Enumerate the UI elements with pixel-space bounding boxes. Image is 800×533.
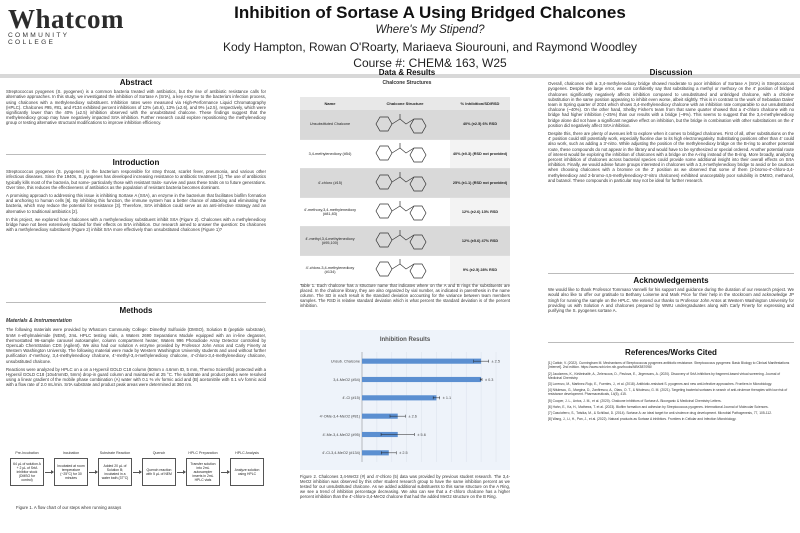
chalcone-table: [300, 97, 510, 285]
poster-title: Inhibition of Sortase A Using Bridged Chalcones: [234, 3, 626, 22]
flow-step-label: HPLC Preparation: [188, 451, 218, 455]
reference-item: [6] Hahn, E., Ka, H., Mathews, T. et al. (2023). Biofilm formation and adhesion by Streptococcus pyogenes. International Journal of Molecular Sciences.: [548, 404, 769, 409]
references-heading: References/Works Cited: [625, 348, 717, 357]
flow-step-box: Transfer solution into 2mL autosampler inserts in 2mL HPLC vials: [186, 458, 220, 486]
reference-item: [8] Wang, J., Li, H., Pan, J., et al. (2022). Natural products as Sortase A inhibitors. Frontiers in Cellular and Infection Microbiology.: [548, 417, 737, 422]
chart-category-label: 4'-OMe-3,4-MeO2 (#81): [319, 414, 360, 419]
section-divider: [548, 273, 794, 274]
table-header-inhibition: % Inhibition/SD/RSD: [450, 97, 510, 110]
poster-course: Course #: CHEM& 163, W25: [353, 56, 507, 70]
table-row: [300, 139, 510, 168]
acknowledgements-text: We would like to thank Professor Tommaso Vannelli for his support and guidance during the duration of our research project. We would also like to offer our gratitude to Bethany Loiseme and Mark Price for their help in the stockroom and acknowledge JP Singh for running the sample on the HPLC. We extend our thanks to Professor John Antos at Western Washington University for providing us with Solution A and chalcones prepared by WWU undergraduates along with Carly Finerty for expressing and purifying the S. pyogenes sortase A.: [548, 287, 794, 314]
flow-step-box: Quench reaction with 5 µL of NEM: [142, 458, 176, 486]
chart-bar: [362, 359, 481, 364]
references-section: [548, 350, 794, 423]
flow-arrow: [45, 472, 53, 473]
row-name: 4'-methyl,3,4-methylenedioxy (#95,100): [300, 226, 360, 255]
table-row: [300, 110, 510, 139]
chart-error-label: ± 0.3: [485, 377, 494, 382]
row-name: 3,4-methylenedioxy (#54): [300, 139, 360, 168]
flow-arrow: [221, 472, 229, 473]
flow-step-label: HPLC Analysis: [235, 451, 259, 455]
logo-wordmark: Whatcom: [8, 4, 124, 34]
chart-error-label: ± 1.1: [442, 396, 452, 401]
row-inhibition: 40% (±0.3) (RSD not provided): [450, 139, 510, 168]
chart-error-label: ± 2.5: [491, 359, 500, 364]
table-header-structure: Chalcone Structure: [360, 97, 450, 110]
reference-item: [3] Lorenzo, M., Martinez-Rojo, E., Fuentes, J., et al. (2018). Antibiotic-resistant S. pyogenes and new anti-infective approaches. Frontiers in Microbiology.: [548, 382, 773, 387]
introduction-section: [6, 160, 266, 235]
flow-arrow: [89, 472, 97, 473]
methods-p2: Reactions were analyzed by HPLC on a on a Hypersil GOLD C18 column (50mm x 4.6mm ID, 5 mm, Thermo Scientific) protected with a Hypersil GOLD C18 (10x4mmID, 5mm) drop-in guard column and maintained at 25 °C. The substrate and product peaks were resolved using a linear gradient of the mobile phase combination (A) water with 0.1 % v/v formic acid and (B) acetonitrile with 0.1 v/v formic acid with a flow rate of 2.0 mL/min. SrtA substrate and product peak areas were determined at 360 nm.: [6, 366, 266, 388]
discussion-p1: Overall, chalcones with a 3,4-methylenedioxy bridge showed moderate to poor inhibition of Sortase A (SrtA) in Streptococcus pyogenes. Despite the large error, we can confidently say that substituting a methyl or methoxy on the 4' position of bridged chalcones significantly negatively affects inhibition compared to unsubstituted and unbridged chalcone, with a chlorine substitution in the same position appearing to inhibit even worse, albeit slightly. This is in contrast to the work of Sebastian Dales' team in Spring quarter of 2024 which shows 3,4-methylenedioxy chalcone with an inhibition rate comparable to our unsubstituted chalcone (~40%). On the other hand, Shelby Fisher's team from that same quarter showed that a 4'-chloro chalcone with no bridge had higher inhibition (~25%) than our results with a bridge (~9%). This seems to suggest that the 3,4-methylenedioxy bridge alone did not have a significant negative effect on inhibition, but the bridge in combination with other substitutions on the 4' position did negatively affect SrtA inhibition.: [548, 81, 794, 128]
abstract-text: Streptococcus pyogenes (S. pyogenes) is a common bacteria treated with antibiotics, but the rise of antibiotic resistance calls for alternative approaches. In this study, we investigated the inhibition of Sortase A (SrtA), a key enzyme to the bacteria's infection process, using chalcones with a methylenedioxy substituent. Inhibition rates were measured via High-Performance Liquid Chromatography (HPLC). Chalcones #95, #81, and #134 exhibited percent inhibitions of 12% (±5.6), 13% (±2.6), and 9% (±2.5), respectively, which were significantly lower than the 40% (±2.5) inhibition observed with the unsubstituted chalcone. These findings suggest that the methylenedioxy group may have negatively impacted SrtA inhibition. Further research could explore repositioning the methylenedioxy group or testing alternative structural modifications to improve inhibition efficiency.: [6, 89, 266, 126]
reference-item: [1] Cattoir, V. (2022). Cunningham M. Mechanisms of Streptococcus pyogenes antibiotic resistance. Streptococcus pyogenes: Basic Biology to Clinical Manifestations [Internet]. 2nd edition. https://www.ncbi.nlm.nih.gov/books/NBK587098/: [548, 361, 790, 370]
assay-flowchart: [10, 458, 264, 486]
abstract-heading: Abstract: [119, 78, 153, 87]
flow-step-label: Incubation: [62, 451, 80, 455]
chalcone-structure-icon: [370, 229, 440, 251]
row-structure: [360, 197, 450, 226]
reference-item: [5] Cooper, J. L., Antos, J. M., et al. (2020). Chalcone inhibitors of Sortase A. Bioorganic & Medicinal Chemistry Letters.: [548, 398, 722, 403]
row-structure: [360, 168, 450, 197]
methods-heading: Methods: [119, 306, 153, 315]
acknowledgements-section: [548, 278, 794, 316]
figure2-caption: Figure 2. Chalcones 3,4-MeO2 (#) and 4'-chloro (5) data was provided by previous student research. The 3,4-MeO2 inhibition was observed by this other student research group to have the same inhibition percent as we tested for our unsubstituted chalcone. As we added additional substituents to this same structure on the A Ring, we see a trend of inhibition percentage decreasing. We also can see that a 4'-chloro chalcone has a higher percent inhibition than the 4'-chloro-3,4-MeO2 chalcone that had the added MeO2 structure on the B Ring.: [300, 474, 510, 499]
reference-item: [7] Cascioferro, S., Totsika, M., & Schillaci, D. (2014). Sortase A: an ideal target for anti-virulence drug development. Microbial Pathogenesis, 77, 105-112.: [548, 411, 772, 416]
poster-authors: Kody Hampton, Rowan O'Roarty, Mariaeva Siourouni, and Raymond Woodley: [222, 40, 638, 54]
table1-caption: Table 1. Each chalcone has a structure name that indicates where on the A and B rings the substituents are placed. In the chalcone library, they are also organized by vial number, as indicated in parenthesis in the name column. The SD in each result is the standard deviation accounting for the variance between team members samples. The RSD is relative standard deviation which is what percent the standard deviation is of the percent inhibition.: [300, 283, 510, 308]
logo-subtitle: COMMUNITY COLLEGE: [8, 32, 70, 46]
row-structure: [360, 139, 450, 168]
flow-step-box: Added 20 µL of Solution B; incubated in a water bath (37°C): [98, 458, 132, 486]
section-divider: [6, 302, 266, 303]
inhibition-chart: [300, 330, 510, 470]
acknowledgements-heading: Acknowledgements: [633, 276, 709, 285]
discussion-section: [548, 70, 794, 186]
chart-category-label: 4'-Cl (#15): [342, 396, 360, 401]
row-structure: [360, 255, 450, 284]
flow-step-box: 64 µL of solution A + 2 µL of SrtA inhibitor stock (DMSO for control): [10, 458, 44, 486]
flow-arrow: [133, 472, 141, 473]
flow-step-label: Pre-Incubation: [15, 451, 39, 455]
results-section: [282, 70, 532, 86]
flow-step-box: Incubated at room temperature (~25°C) for 30 minutes: [54, 458, 88, 486]
chart-error-label: ± 2.5: [399, 451, 408, 456]
chart-bar: [362, 377, 481, 382]
reference-item: [4] Nitulescu, G., Margina, D., Zanfirescu, A., Olaru, O. T., & Nitulescu, G. M. (2021). Targeting bacterial sortases in search of anti-virulence therapies with low risk of resistance development. Pharmaceuticals, 14(5), 415.: [548, 388, 788, 397]
chart-category-label: Unsub. Chalcone: [330, 359, 360, 364]
chart-category-label: 3,4-MeO2 (#54): [333, 377, 360, 382]
flow-step-label: Quench: [152, 451, 166, 455]
introduction-p3: In this project, we explored how chalcones with a methylenedioxy substituent inhibit SrtA (Figure 2). Chalcones with a methylenedioxy bridge have not been extensively studied for their effects on SrtA inhibition. Our research aimed to answer the question: Do chalcones with a methylenedioxy substituent (Figure 2) inhibit SrtA more effectively than unsubstituted chalcones (Figure 1)?: [6, 216, 266, 233]
row-inhibition: 25% (±1.1) (RSD not provided): [450, 168, 510, 197]
table-header-name: Name: [300, 97, 360, 110]
chart-category-label: 4'-Cl-3,4-MeO2 (#134): [322, 451, 360, 456]
introduction-p1: Streptococcus pyogenes (S. pyogenes) is the bacterium responsible for strep throat, scarlet fever, pneumonia, and various other infectious diseases. Since the 1940s, S. pyogenes has developed increasing resistance to antibiotic treatment [1]. The use of antibiotics typically kills most of the bacteria, but some- particularly those with resistant traits- survive and pass these traits on to future generations. Over time, this reduces the effectiveness of antibiotics as the population of resistant bacteria becomes dominant.: [6, 169, 266, 190]
chalcone-structure-icon: [370, 258, 440, 280]
results-heading: Data & Results: [378, 68, 436, 77]
table-row: [300, 226, 510, 255]
references-list: [548, 361, 794, 421]
chart-title: Inhibition Results: [379, 337, 431, 343]
abstract-section: [6, 80, 266, 129]
poster-subtitle: Where's My Stipend?: [375, 24, 485, 36]
chart-bar: [362, 395, 436, 400]
methods-section: [6, 308, 266, 391]
chart-error-label: ± 2.6: [408, 414, 417, 419]
row-name: 4'-methoxy,3,4-methylenedioxy (#81,83): [300, 197, 360, 226]
chalcone-structure-icon: [370, 200, 440, 222]
table-row: [300, 255, 510, 284]
table-row: [300, 197, 510, 226]
row-structure: [360, 226, 450, 255]
introduction-p2: A promising approach to addressing this issue is inhibiting Sortase A (SrtA), an enzyme in the bacterium that facilitates biofilm formation and anchoring to human cells [6]. By inhibiting this function, the immune system has a better chance of attacking and eliminating the bacteria, which may reduce the potential for resistance [3]. Therefore, SrtA inhibition could serve as an anti-infective strategy and an alternative to traditional antibiotics [2].: [6, 193, 266, 214]
chart-error-label: ± 5.6: [417, 432, 426, 437]
chalcone-structure-icon: [370, 142, 440, 164]
row-structure: [360, 110, 450, 139]
introduction-heading: Introduction: [112, 158, 160, 167]
inhibition-chart-svg: [300, 330, 510, 470]
row-name: 4'-chloro-3,4-methylenedioxy (#134): [300, 255, 360, 284]
row-inhibition: 40% (±2.5) 6% RSD: [450, 110, 510, 139]
table-title: Chalcone Structures: [382, 80, 432, 87]
row-inhibition: 9% (±2.5) 28% RSD: [450, 255, 510, 284]
table-row: [300, 168, 510, 197]
discussion-p2: Despite this, there are plenty of avenues left to explore when it comes to bridged chalcones. First of all, other substitutions on the 4' position could still potentially work, especially fluorine due to its high electronegativity. Substituting positions other than 4' could also work, such as adding a 3'-nitro. While adjusting the position of the methylenedioxy bridge on the B-ring to another potential route, these compounds do not appear in the library and would have to be synthesized or special ordered. Another potential route of interest would be exploring the inhibition of chalcones with a bridge on the A-ring instead of the B-ring. More broadly, analyzing percent inhibition of chalcones across bacterial species could provide some additional insight into their overall effects on SrtA inhibition. Finally, we would advise future groups interested in chalcones with a 3,4-methylenedioxy bridge to avoid or be cautious when choosing chalcones with a bromine on the 2' position as we observed that some of them (2-bromo-4'-chloro-3,4-methylenedioxy and 2-bromo-4,5-methylenedioxy-3'-nitro chalcones) exhibited unacceptably poor solubility in DMSO, methanol, and butanol. These compounds in particular may not be ideal for further research.: [548, 131, 794, 183]
reference-item: [2] Jaudzems, K., Kiršteinaitė, A., Zelencova, D., Pavlova, E., Jirgensons, A. (2020). Discovery of SrtA inhibitors by fragment-based virtual screening. Journal of Medicinal Chemistry.: [548, 371, 780, 380]
flow-step-label: Substrate Reaction: [99, 451, 131, 455]
discussion-heading: Discussion: [649, 68, 693, 77]
row-name: Unsubstituted Chalcone: [300, 110, 360, 139]
row-name: 4'-chloro (#15): [300, 168, 360, 197]
figure1-caption: Figure 1. A flow chart of our steps when running assays: [16, 505, 122, 510]
section-divider: [6, 154, 266, 155]
methods-subheading: Materials & Instrumentation: [6, 318, 72, 325]
college-logo: [8, 4, 124, 46]
section-divider: [548, 342, 794, 343]
methods-p1: The following materials were provided by Whatcom Community College: Dimethyl Sulfoxide (DMSO), Solution B (peptide substrate), 5mM n-ethylmaleimide (NEM), 2mL HPLC testing vials, a Waters 2690 Separations Module equipped with an in-line degasser, thermostatted 96-sample carousel autosampler, column compartment heater, Waters 996 Photodiode Array Detector controlled by OpenLab ChemStation CDS (Agilent). We also had our solution A enzyme provided by Professor John Antos and Carly Finerty at Western Washington University. The following material were made by Western Washington University students and used without further purification 4'-methoxy, 3,4-methylenedioxy chalcone, 4'-methyl-3,4-methylenedioxy chalcone, 4'-chloro-3,4-methylenedioxy chalcone, unsubstituted chalcone.: [6, 327, 266, 364]
row-inhibition: 12% (±2.6) 13% RSD: [450, 197, 510, 226]
chalcone-structure-icon: [370, 171, 440, 193]
flow-step-box: Analyze solution using HPLC: [230, 458, 264, 486]
flow-arrow: [177, 472, 185, 473]
row-inhibition: 12% (±5.6) 47% RSD: [450, 226, 510, 255]
chalcone-structure-icon: [370, 113, 440, 135]
chart-category-label: 4'-Me-3,4-MeO2 (#95): [322, 432, 360, 437]
